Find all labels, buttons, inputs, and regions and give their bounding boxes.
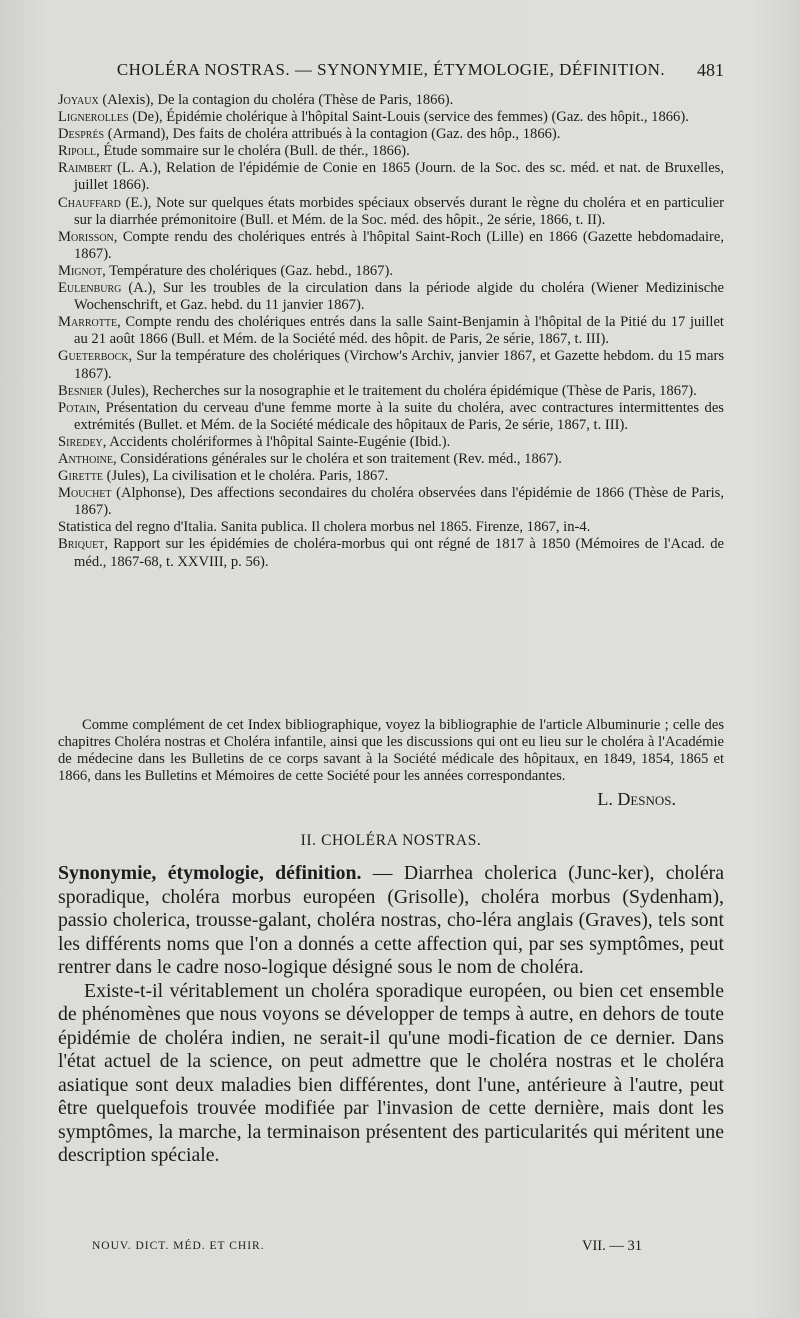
entry-author: Joyaux [58, 92, 99, 108]
entry-author: Besnier [58, 382, 103, 399]
entry-text: (Alphonse), Des affections secondaires du choléra observées dans l'épidémie de 1866 (Thèse de Paris, 1867). [74, 485, 724, 519]
entry-text: , Compte rendu des cholériques entrés à l'hôpital Saint-Roch (Lille) en 1866 (Gazette hebdomadaire, 1867). [74, 228, 724, 262]
entry-author: Eulenburg [58, 280, 122, 297]
entry-text: (L. A.), Relation de l'épidémie de Conie en 1865 (Journ. de la Soc. des sc. méd. et nat. de Bruxelles, juillet 1866). [74, 160, 724, 194]
entry-text: (Armand), Des faits de choléra attribués à la contagion (Gaz. des hôp., 1866). [104, 126, 561, 143]
bibliography-entry [58, 400, 724, 434]
paragraph-text: — Diarrhea cholerica (Junc-ker), choléra sporadique, choléra morbus européen (Grisolle), choléra morbus (Sydenham), passio cholerica, trousse-galant, choléra nostras, cho-léra anglais (Graves), tels sont les différents noms que l'on a donnés a cette affection qui, par ses symptômes, peut rentrer dans le cadre noso-logique désigné sous le nom de choléra. [58, 862, 724, 978]
footer-imprint: NOUV. DICT. MÉD. ET CHIR. [92, 1240, 265, 1252]
bibliography-entry [58, 126, 724, 143]
entry-text: , Rapport sur les épidémies de choléra-morbus qui ont régné de 1817 à 1850 (Mémoires de l'Acad. de méd., 1867-68, t. XXVIII, p. 56). [74, 536, 724, 570]
bibliography-entry [58, 195, 724, 229]
author-signature: L. Desnos. [597, 789, 676, 809]
bibliography-entry [58, 536, 724, 570]
sheet-signature: VII. — 31 [582, 1238, 643, 1254]
entry-author: Raimbert [58, 160, 113, 177]
entry-text: , Considérations générales sur le choléra et son traitement (Rev. méd., 1867). [112, 450, 562, 467]
entry-text: , Température des cholériques (Gaz. hebd., 1867). [102, 262, 393, 279]
section-heading: II. CHOLÉRA NOSTRAS. [300, 832, 482, 849]
bibliography-complement: Comme complément de cet Index bibliographique, voyez la bibliographie de l'article Albuminurie ; celle des chapitres Choléra nostras et Choléra infantile, ainsi que les discussions qui ont eu lieu sur le choléra à l'Académie de médecine dans les Bulletins de ce corps savant à la Société médicale des hôpitaux, en 1849, 1854, 1865 et 1866, dans les Bulletins et Mémoires de cette Société pour les années correspondantes. [58, 716, 724, 784]
entry-text: , Étude sommaire sur le choléra (Bull. de thér., 1866). [96, 143, 410, 160]
bibliography-entry [58, 434, 724, 451]
entry-author: Potain [58, 399, 97, 416]
running-title: CHOLÉRA NOSTRAS. — SYNONYMIE, ÉTYMOLOGIE, DÉFINITION. [116, 60, 666, 79]
bibliography-entry [58, 485, 724, 519]
entry-text: (De), Épidémie cholérique à l'hôpital Saint-Louis (service des femmes) (Gaz. des hôpit., 1866). [128, 109, 689, 126]
entry-text: , Présentation du cerveau d'une femme morte à la suite du choléra, avec contractures intermittentes des extrémités (Bullet. et Mém. de la Société médicale des hôpitaux de Paris, 2e série, 1867, t. III). [74, 399, 724, 433]
bibliography-entry [58, 451, 724, 468]
bibliography-entry [58, 383, 724, 400]
entry-text: Statistica del regno d'Italia. Sanita publica. Il cholera morbus nel 1865. Firenze, 1867, in-4. [58, 519, 591, 536]
bibliography-entry [58, 519, 724, 536]
bibliography-entry [58, 160, 724, 194]
entry-text: (A.), Sur les troubles de la circulation dans la période algide du choléra (Wiener Medizinische Wochenschrift, et Gaz. hebd. du 11 janvier 1867). [74, 280, 724, 314]
entry-text: (Jules), La civilisation et le choléra. Paris, 1867. [102, 468, 389, 485]
entry-text: , Compte rendu des cholériques entrés dans la salle Saint-Benjamin à l'hôpital de la Pitié du 17 juillet au 21 août 1866 (Bull. et Mém. de la Société méd. des hôpit. de Paris, 2e série, 1867, t. III). [74, 314, 724, 348]
bibliography-entry [58, 92, 724, 109]
entry-text: (Jules), Recherches sur la nosographie et le traitement du choléra épidémique (Thèse de Paris, 1867). [102, 382, 697, 399]
entry-author: Anthoine [58, 450, 113, 467]
running-header [58, 60, 724, 86]
entry-author: Mouchet [58, 485, 112, 502]
bibliography-entry [58, 109, 724, 126]
bibliography-entry [58, 468, 724, 485]
entry-author: Girette [58, 468, 103, 485]
bibliography-entry [58, 143, 724, 160]
entry-author: Marrotte [58, 314, 118, 331]
entry-author: Chauffard [58, 194, 121, 211]
body-paragraph [58, 862, 724, 980]
paragraph-lead: Synonymie, étymologie, définition. [58, 862, 362, 884]
entry-author: Lignerolles [58, 109, 129, 126]
page-number: 481 [697, 60, 724, 80]
entry-author: Siredey [58, 433, 103, 450]
bibliography-entry [58, 229, 724, 263]
entry-text: (E.), Note sur quelques états morbides spéciaux observés durant le règne du choléra et en particulier sur la diarrhée prémonitoire (Bull. et Mém. de la Soc. méd. des hôpit., 2e série, 1866, t. II). [74, 194, 724, 228]
entry-text: , Sur la température des cholériques (Virchow's Archiv, janvier 1867, et Gazette hebdom. du 15 mars 1867). [74, 348, 724, 382]
entry-author: Briquet [58, 536, 105, 553]
bibliography-entry [58, 280, 724, 314]
bibliography-entry [58, 314, 724, 348]
article-body [58, 862, 724, 1168]
entry-author: Gueterbock [58, 348, 129, 365]
entry-author: Després [58, 126, 105, 143]
bibliography-entry [58, 348, 724, 382]
entry-text: (Alexis), De la contagion du choléra (Thèse de Paris, 1866). [98, 92, 454, 108]
entry-author: Morisson [58, 228, 114, 245]
entry-text: , Accidents cholériformes à l'hôpital Sainte-Eugénie (Ibid.). [102, 433, 451, 450]
bibliography-entry [58, 263, 724, 280]
body-paragraph: Existe-t-il véritablement un choléra sporadique européen, ou bien cet ensemble de phénomènes que nous voyons se développer de temps à autre, en dehors de toute épidémie de choléra indien, ne serait-il qu'une modi-fication de ce dernier. Dans l'état actuel de la science, on peut admettre que le choléra nostras et le choléra asiatique sont deux maladies bien différentes, dont l'une, antérieure à l'autre, peut être quelquefois trouvée modifiée par l'invasion de cette dernière, mais dont les symptômes, la marche, la terminaison présentent des particularités qui méritent une description spéciale. [58, 979, 724, 1166]
entry-author: Ripoll [58, 143, 97, 160]
bibliography-list [58, 92, 724, 571]
entry-author: Mignot [58, 262, 103, 279]
